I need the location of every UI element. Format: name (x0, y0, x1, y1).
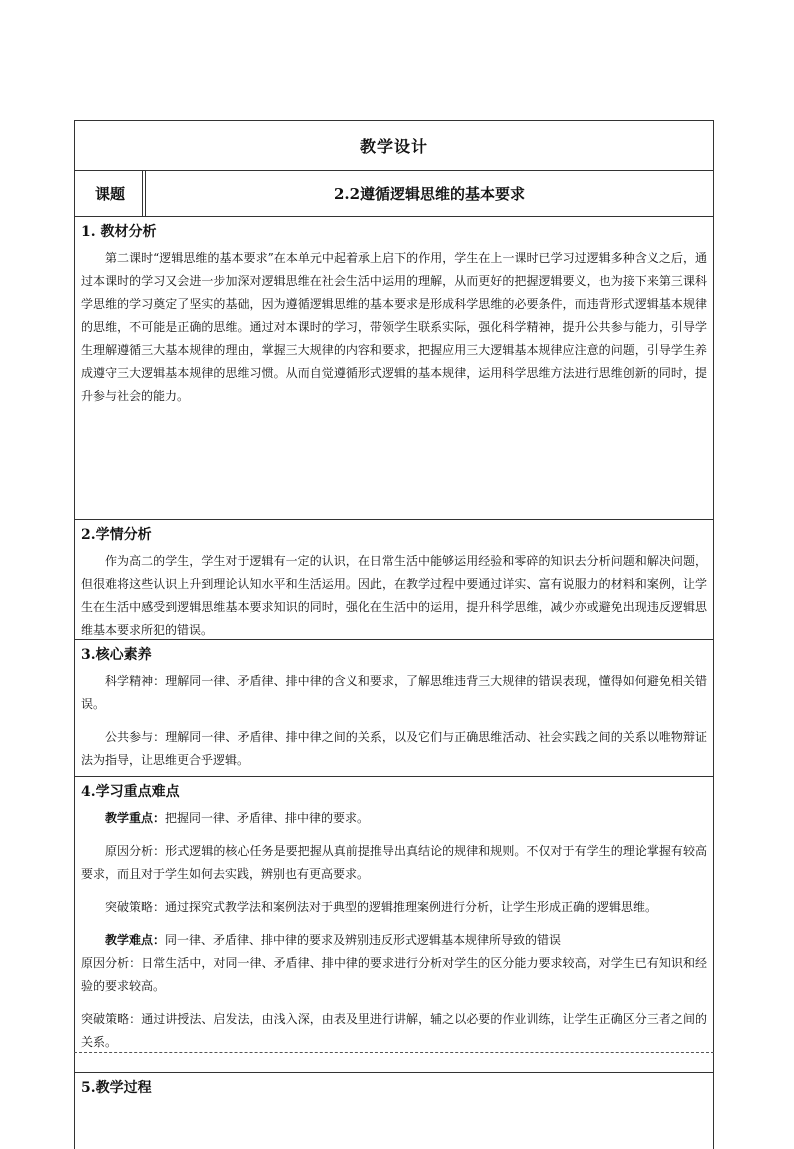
section-heading: 5.教学过程 (81, 1080, 152, 1096)
topic-row (75, 171, 713, 217)
section-teaching-process (75, 1073, 713, 1149)
lesson-plan-table (74, 120, 714, 1149)
difficulty-text: 同一律、矛盾律、排中律的要求及辨别违反形式逻辑基本规律所导致的错误 (165, 933, 562, 947)
difficulty-reason: 原因分析：日常生活中，对同一律、矛盾律、排中律的要求进行分析对学生的区分能力要求较高，对学生已有知识和经验的要求较高。 (81, 956, 707, 993)
focus-line (81, 807, 707, 830)
section-heading: 3.核心素养 (81, 647, 152, 663)
topic-value (146, 171, 713, 216)
focus-text: 把握同一律、矛盾律、排中律的要求。 (165, 811, 370, 825)
document-title-text: 教学设计 (359, 137, 428, 156)
section-textbook-analysis (75, 217, 713, 520)
focus-strategy: 突破策略：通过探究式教学法和案例法对于典型的逻辑推理案例进行分析，让学生形成正确的逻辑思维。 (105, 900, 658, 914)
focus-reason: 原因分析：形式逻辑的核心任务是要把握从真前提推导出真结论的规律和规则。不仅对于有学生的理论掌握有较高要求，而且对于学生如何去实践，辨别也有更高要求。 (81, 844, 707, 881)
section-paragraph: 公共参与：理解同一律、矛盾律、排中律之间的关系，以及它们与正确思维活动、社会实践之间的关系以唯物辩证法为指导，让思维更合乎逻辑。 (81, 730, 707, 767)
topic-label (75, 171, 146, 216)
focus-label: 教学重点： (105, 811, 166, 825)
section-key-points (75, 777, 713, 1073)
section-heading: 2.学情分析 (81, 527, 152, 543)
section-paragraph: 科学精神：理解同一律、矛盾律、排中律的含义和要求，了解思维违背三大规律的错误表现，懂得如何避免相关错误。 (81, 674, 707, 711)
page-break-line (74, 1052, 714, 1053)
section-paragraph: 第二课时“逻辑思维的基本要求”在本单元中起着承上启下的作用，学生在上一课时已学习过逻辑多种含义之后，通过本课时的学习又会进一步加深对逻辑思维在社会生活中运用的理解，从而更好的把握逻辑要义，也为接下来第三课科学思维的学习奠定了坚实的基础，因为遵循逻辑思维的基本要求是形成科学思维的必要条件，而违背形式逻辑基本规律的思维，不可能是正确的思维。通过对本课时的学习，带领学生联系实际，强化科学精神，提升公共参与能力，引导学生理解遵循三大基本规律的理由，掌握三大规律的内容和要求，把握应用三大逻辑基本规律应注意的问题，引导学生养成遵守三大逻辑基本规律的思维习惯。从而自觉遵循形式逻辑的基本规律，运用科学思维方法进行思维创新的同时，提升参与社会的能力。 (81, 251, 707, 403)
document-title (75, 121, 713, 171)
difficulty-strategy: 突破策略：通过讲授法、启发法，由浅入深，由表及里进行讲解，辅之以必要的作业训练，让学生正确区分三者之间的关系。 (81, 1012, 707, 1049)
section-heading: 1. 教材分析 (81, 224, 157, 240)
topic-value-text: 2.2遵循逻辑思维的基本要求 (333, 185, 526, 203)
section-core-literacy (75, 640, 713, 777)
section-heading: 4.学习重点难点 (81, 784, 180, 800)
difficulty-label: 教学难点： (105, 933, 166, 947)
section-student-analysis (75, 520, 713, 640)
topic-label-text: 课题 (94, 185, 125, 203)
difficulty-line (81, 929, 707, 952)
section-paragraph: 作为高二的学生，学生对于逻辑有一定的认识，在日常生活中能够运用经验和零碎的知识去分析问题和解决问题，但很难将这些认识上升到理论认知水平和生活运用。因此，在教学过程中要通过详实、富有说服力的材料和案例，让学生在生活中感受到逻辑思维基本要求知识的同时，强化在生活中的运用，提升科学思维，减少亦或避免出现违反逻辑思维基本要求所犯的错误。 (81, 554, 707, 637)
